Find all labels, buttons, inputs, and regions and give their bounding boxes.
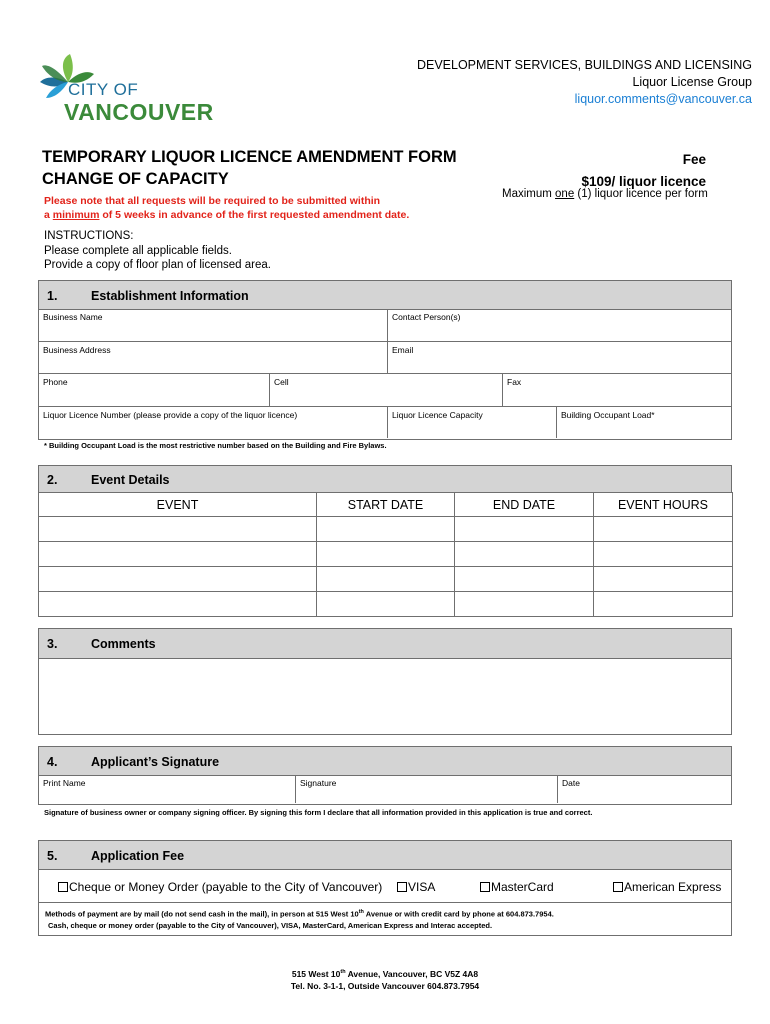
event-details-table: [38, 492, 733, 617]
signature-grid: [38, 775, 732, 805]
print-name-field[interactable]: Print Name: [39, 775, 296, 803]
signature-field[interactable]: Signature: [296, 775, 558, 803]
contact-person-field[interactable]: Contact Person(s): [388, 309, 731, 342]
fee-amount: $109/ liquor licence: [581, 174, 706, 189]
business-name-field[interactable]: Business Name: [39, 309, 388, 342]
event-row: [39, 592, 733, 617]
max-licence-note: Maximum one (1) liquor licence per form: [502, 188, 708, 200]
establishment-info-grid: [38, 309, 732, 440]
option-cheque[interactable]: Cheque or Money Order (payable to the City of Vancouver): [58, 880, 382, 894]
fee-label: Fee: [682, 152, 706, 167]
checkbox-amex[interactable]: [613, 882, 623, 892]
section-2-header: 2. Event Details: [38, 465, 732, 493]
checkbox-visa[interactable]: [397, 882, 407, 892]
checkbox-cheque[interactable]: [58, 882, 68, 892]
section-5-header: 5. Application Fee: [38, 840, 732, 870]
department-name: DEVELOPMENT SERVICES, BUILDINGS AND LICENSING: [416, 58, 752, 72]
fax-field[interactable]: Fax: [503, 374, 731, 407]
group-name: Liquor License Group: [632, 75, 752, 89]
form-title: [42, 146, 457, 190]
cell-field[interactable]: Cell: [270, 374, 503, 407]
logo-city-of: CITY OF: [68, 80, 139, 99]
form-title-line1: TEMPORARY LIQUOR LICENCE AMENDMENT FORM: [42, 148, 457, 166]
liquor-licence-number-field[interactable]: Liquor Licence Number (please provide a copy of the liquor licence): [39, 407, 388, 438]
signature-declaration: Signature of business owner or company signing officer. By signing this form I declare that all information provided in this application is true and correct.: [44, 808, 593, 817]
building-occupant-load-field[interactable]: Building Occupant Load*: [561, 410, 655, 420]
phone-field[interactable]: Phone: [39, 374, 270, 407]
business-address-field[interactable]: Business Address: [39, 342, 388, 374]
email-field[interactable]: Email: [388, 342, 731, 374]
checkbox-mastercard[interactable]: [480, 882, 490, 892]
occupant-load-footnote: * Building Occupant Load is the most restrictive number based on the Building and Fire Bylaws.: [44, 441, 387, 450]
col-event: EVENT: [39, 493, 317, 517]
option-american-express[interactable]: American Express: [613, 880, 721, 894]
section-4-header: 4. Applicant’s Signature: [38, 746, 732, 776]
event-row: [39, 517, 733, 542]
event-row: [39, 542, 733, 567]
col-end-date: END DATE: [455, 493, 594, 517]
date-field[interactable]: Date: [562, 778, 580, 788]
col-start-date: START DATE: [317, 493, 455, 517]
liquor-licence-capacity-field[interactable]: Liquor Licence Capacity: [388, 407, 557, 438]
comments-input[interactable]: [38, 658, 732, 735]
payment-methods-note: Methods of payment are by mail (do not send cash in the mail), in person at 515 West 10th Avenue or with credit card by phone at 604.873.7954. Cash, cheque or money order (payable to the City of Vancouver), VISA, MasterCard, American Express and Interac accepted.: [38, 902, 732, 936]
form-title-line2: CHANGE OF CAPACITY: [42, 170, 229, 188]
event-row: [39, 567, 733, 592]
col-event-hours: EVENT HOURS: [594, 493, 733, 517]
fee-block: [581, 149, 706, 193]
department-header: [417, 57, 752, 108]
section-1-header: 1. Establishment Information: [38, 280, 732, 310]
option-visa[interactable]: VISA: [397, 880, 435, 894]
logo-vancouver: VANCOUVER: [64, 99, 214, 125]
submission-warning: Please note that all requests will be required to be submitted within a minimum of 5 weeks in advance of the first requested amendment date.: [44, 195, 410, 221]
instructions: INSTRUCTIONS: Please complete all applicable fields. Provide a copy of floor plan of licensed area.: [44, 230, 271, 271]
section-3-header: 3. Comments: [38, 628, 732, 659]
option-mastercard[interactable]: MasterCard: [480, 880, 554, 894]
contact-email-link[interactable]: liquor.comments@vancouver.ca: [574, 92, 752, 106]
footer-address: 515 West 10th Avenue, Vancouver, BC V5Z 4A8 Tel. No. 3-1-1, Outside Vancouver 604.873.7954: [290, 968, 480, 991]
